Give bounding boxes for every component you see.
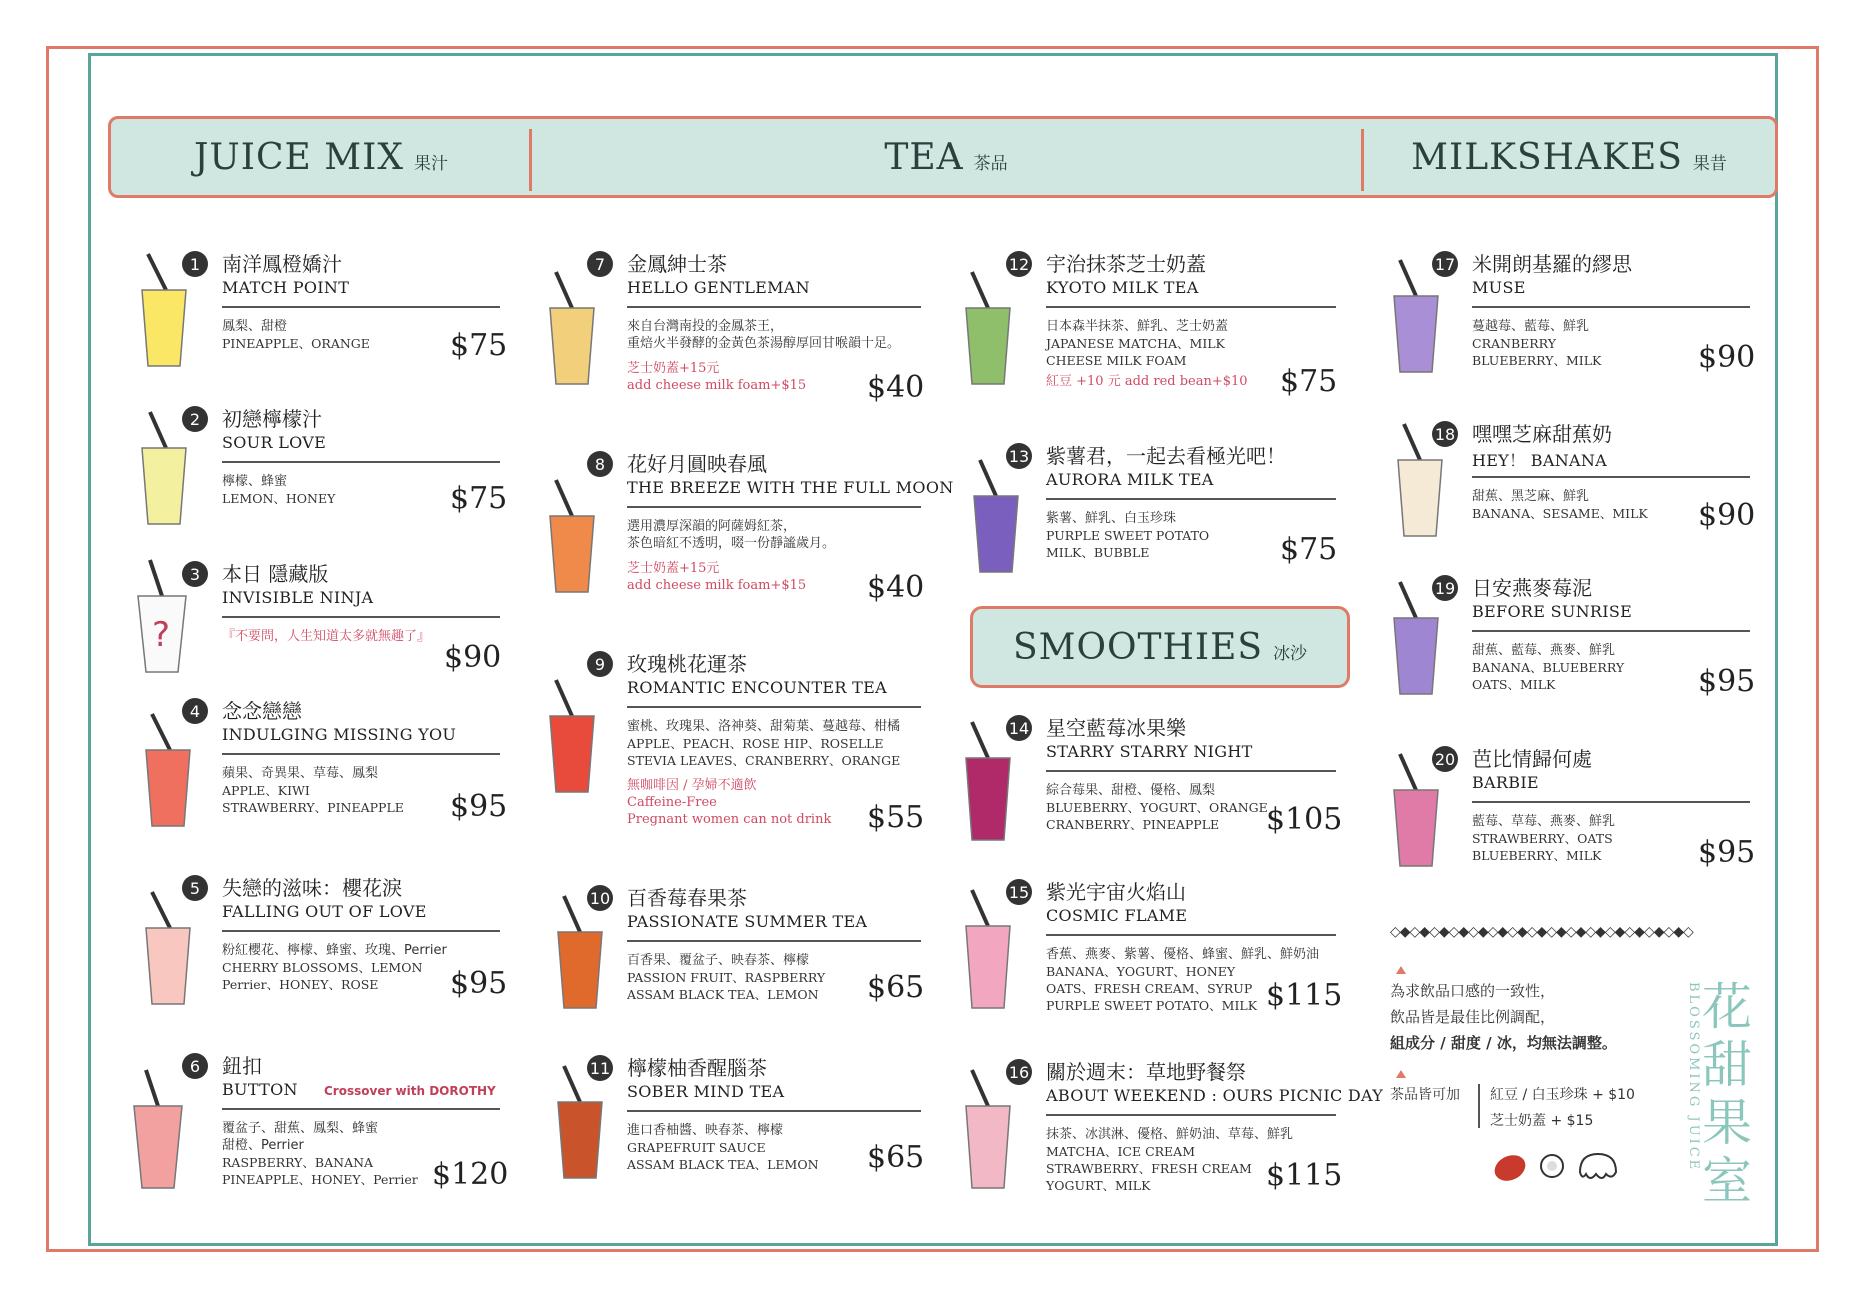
desc-line: BANANA、YOGURT、HONEY <box>1046 964 1236 979</box>
item-name-en: MATCH POINT <box>222 278 350 297</box>
item-name-zh: 宇治抹茶芝士奶蓋 <box>1046 252 1206 276</box>
desc-line: STRAWBERRY、PINEAPPLE <box>222 800 404 815</box>
item-name-zh: 紫光宇宙火焰山 <box>1046 880 1186 904</box>
item-name-zh: 星空藍莓冰果樂 <box>1046 716 1186 740</box>
header-milkshakes-en: MILKSHAKES <box>1411 136 1683 178</box>
item-divider <box>1046 306 1336 308</box>
category-header-bar <box>108 116 1778 198</box>
item-description <box>222 318 370 352</box>
item-description <box>222 765 404 816</box>
addon-note: Pregnant women can not drink <box>627 812 832 827</box>
item-name-en: THE BREEZE WITH THE FULL MOON <box>627 478 954 497</box>
item-number: 10 <box>587 885 613 911</box>
desc-line: 粉紅櫻花、檸檬、蜂蜜、玫瑰、Perrier <box>222 943 447 958</box>
item-description <box>1046 510 1209 561</box>
item-divider <box>1046 770 1336 772</box>
addon-line: 紅豆 / 白玉珍珠 + $10 <box>1490 1087 1635 1103</box>
desc-line: ASSAM BLACK TEA、LEMON <box>627 1157 819 1172</box>
item-name-zh: 玫瑰桃花運茶 <box>627 652 747 676</box>
desc-line: 綜合莓果、甜橙、優格、鳳梨 <box>1046 783 1216 798</box>
item-name-zh: 紫薯君，一起去看極光吧！ <box>1046 444 1286 468</box>
item-name-zh: 關於週末：草地野餐祭 <box>1046 1060 1246 1084</box>
item-price: $90 <box>1698 498 1756 533</box>
item-number: 17 <box>1432 251 1458 277</box>
item-name-en: PASSIONATE SUMMER TEA <box>627 912 868 931</box>
item-description <box>627 318 900 394</box>
addon-note: add cheese milk foam+$15 <box>627 378 807 393</box>
addon-note: Caffeine-Free <box>627 795 717 810</box>
item-divider <box>1046 1114 1336 1116</box>
item-description <box>1046 318 1248 390</box>
desc-line: 茶色暗紅不透明，啜一份靜謐歲月。 <box>627 536 836 551</box>
desc-line: CRANBERRY、PINEAPPLE <box>1046 817 1220 832</box>
item-description <box>1046 782 1268 833</box>
drink-illustration <box>960 718 1016 844</box>
desc-line: JAPANESE MATCHA、MILK <box>1046 336 1225 351</box>
drink-illustration <box>544 476 600 596</box>
item-name-en: BEFORE SUNRISE <box>1472 602 1633 621</box>
item-name-zh: 南洋鳳橙嬌汁 <box>222 252 342 276</box>
item-name-en: ROMANTIC ENCOUNTER TEA <box>627 678 887 697</box>
info-line: 為求飲品口感的一致性， <box>1390 982 1556 1000</box>
desc-line: CRANBERRY <box>1472 336 1556 351</box>
item-divider <box>1472 476 1750 478</box>
item-number: 1 <box>182 251 208 277</box>
desc-line: MILK、BUBBLE <box>1046 545 1150 560</box>
desc-line: 蔓越莓、藍莓、鮮乳 <box>1472 319 1590 334</box>
item-name-en: FALLING OUT OF LOVE <box>222 902 427 921</box>
brand-logo: 花甜果室 <box>1702 978 1752 1210</box>
desc-line: 選用濃厚深韻的阿薩姆紅茶， <box>627 519 797 534</box>
desc-line: PURPLE SWEET POTATO、MILK <box>1046 998 1258 1013</box>
item-name-en: SOBER MIND TEA <box>627 1082 785 1101</box>
drink-illustration <box>968 456 1024 576</box>
item-divider <box>222 1108 500 1110</box>
item-price: $75 <box>1280 532 1338 567</box>
item-description <box>222 942 447 993</box>
item-name-en: COSMIC FLAME <box>1046 906 1188 925</box>
item-name-zh: 金鳳紳士茶 <box>627 252 727 276</box>
item-divider <box>222 461 500 463</box>
item-number: 5 <box>182 875 208 901</box>
item-divider <box>1046 934 1336 936</box>
item-price: $40 <box>867 370 925 405</box>
item-divider <box>222 930 500 932</box>
item-price: $95 <box>450 966 508 1001</box>
item-description <box>222 473 335 507</box>
desc-line: PINEAPPLE、ORANGE <box>222 336 370 351</box>
desc-line: ASSAM BLACK TEA、LEMON <box>627 987 819 1002</box>
item-price: $75 <box>450 481 508 516</box>
addon-note: 紅豆 +10 元 add red bean+$10 <box>1046 374 1248 389</box>
item-name-zh: 初戀檸檬汁 <box>222 407 322 431</box>
drink-illustration <box>132 556 192 676</box>
header-juice <box>111 119 531 195</box>
item-name-zh: 嘿嘿芝麻甜蕉奶 <box>1472 422 1612 446</box>
item-number: 19 <box>1432 575 1458 601</box>
item-price: $90 <box>1698 340 1756 375</box>
desc-line: CHERRY BLOSSOMS、LEMON <box>222 960 423 975</box>
desc-line: BLUEBERRY、YOGURT、ORANGE <box>1046 800 1268 815</box>
brand-english: BLOSSOMING JUICE <box>1686 982 1701 1173</box>
item-price: $75 <box>450 328 508 363</box>
item-divider <box>1472 306 1750 308</box>
drink-illustration <box>140 710 196 830</box>
item-name-zh: 鈕扣 <box>222 1054 262 1078</box>
desc-line: BLUEBERRY、MILK <box>1472 848 1602 863</box>
item-number: 9 <box>587 651 613 677</box>
item-price: $40 <box>867 570 925 605</box>
item-divider <box>222 753 500 755</box>
item-name-zh: 念念戀戀 <box>222 699 302 723</box>
item-price: $105 <box>1266 802 1343 837</box>
drink-illustration <box>960 1066 1016 1192</box>
desc-line: 重焙火半發酵的金黃色茶湯醇厚回甘喉韻十足。 <box>627 336 901 351</box>
item-number: 4 <box>182 698 208 724</box>
addon-note: 芝士奶蓋+15元 <box>627 361 720 376</box>
item-name-en: HEY！ BANANA <box>1472 451 1608 470</box>
item-number: 6 <box>182 1053 208 1079</box>
item-description <box>1472 488 1648 522</box>
item-description <box>1472 642 1624 693</box>
item-divider <box>627 306 921 308</box>
item-divider <box>627 706 921 708</box>
item-price: $120 <box>432 1157 509 1192</box>
desc-line: 甜橙、Perrier <box>222 1138 304 1153</box>
addon-divider <box>1478 1084 1480 1128</box>
desc-line: 鳳梨、甜橙 <box>222 319 288 334</box>
item-name-en: HELLO GENTLEMAN <box>627 278 810 297</box>
desc-line: 來自台灣南投的金鳳茶王， <box>627 319 784 334</box>
item-number: 14 <box>1006 715 1032 741</box>
desc-line: GRAPEFRUIT SAUCE <box>627 1140 766 1155</box>
info-line: 組成分 / 甜度 / 冰，均無法調整。 <box>1390 1034 1617 1052</box>
item-number: 18 <box>1432 421 1458 447</box>
desc-line: 抹茶、冰淇淋、優格、鮮奶油、草莓、鮮乳 <box>1046 1127 1294 1142</box>
item-number: 16 <box>1006 1059 1032 1085</box>
item-divider <box>1046 498 1336 500</box>
desc-line: APPLE、KIWI <box>222 783 310 798</box>
header-tea-zh: 茶品 <box>973 153 1008 174</box>
header-milkshakes-zh: 果昔 <box>1692 153 1727 174</box>
desc-line: 百香果、覆盆子、映春茶、檸檬 <box>627 953 810 968</box>
addon-line: 芝士奶蓋 + $15 <box>1490 1113 1594 1129</box>
desc-line: STRAWBERRY、OATS <box>1472 831 1613 846</box>
addon-note: add cheese milk foam+$15 <box>627 578 807 593</box>
item-number: 12 <box>1006 251 1032 277</box>
item-name-en: BARBIE <box>1472 773 1539 792</box>
item-price: $115 <box>1266 978 1343 1013</box>
item-name-en: KYOTO MILK TEA <box>1046 278 1199 297</box>
item-price: $55 <box>867 800 925 835</box>
desc-line: 檸檬、蜂蜜 <box>222 474 288 489</box>
item-name-en: INVISIBLE NINJA <box>222 588 374 607</box>
smoothies-header-en: SMOOTHIES <box>1012 626 1264 668</box>
desc-line: 蘋果、奇異果、草莓、鳳梨 <box>222 766 379 781</box>
item-name-zh: 本日 隱藏版 <box>222 562 329 586</box>
desc-line: STRAWBERRY、FRESH CREAM <box>1046 1161 1252 1176</box>
item-divider <box>627 1110 921 1112</box>
header-tea-en: TEA <box>884 136 964 178</box>
drink-illustration <box>128 1066 188 1192</box>
desc-line: 藍莓、草莓、燕麥、鮮乳 <box>1472 814 1616 829</box>
item-description <box>627 718 900 828</box>
diamond-divider: ◇◆◇◆◇◆◇◆◇◆◇◆◇◆◇◆◇◆◇◆◇◆◇◆◇◆◇◆◇◆◇ <box>1390 924 1693 940</box>
item-price: $95 <box>1698 664 1756 699</box>
desc-line: MATCHA、ICE CREAM <box>1046 1144 1195 1159</box>
item-name-zh: 米開朗基羅的繆思 <box>1472 252 1632 276</box>
item-price: $95 <box>450 789 508 824</box>
item-name-en: STARRY STARRY NIGHT <box>1046 742 1253 761</box>
desc-line: 香蕉、燕麥、紫薯、優格、蜂蜜、鮮乳、鮮奶油 <box>1046 947 1320 962</box>
item-description <box>1472 318 1601 369</box>
item-description <box>627 952 825 1003</box>
crossover-label: Crossover with DOROTHY <box>324 1084 496 1098</box>
drink-illustration <box>960 268 1016 388</box>
drink-illustration <box>1388 578 1444 698</box>
item-description <box>222 628 430 645</box>
desc-line: RASPBERRY、BANANA <box>222 1155 374 1170</box>
drink-illustration <box>552 892 608 1012</box>
item-name-en: AURORA MILK TEA <box>1046 470 1214 489</box>
drink-illustration <box>1392 420 1448 540</box>
item-number: 20 <box>1432 746 1458 772</box>
item-divider <box>222 306 500 308</box>
item-name-en: INDULGING MISSING YOU <box>222 725 457 744</box>
desc-line: 覆盆子、甜蕉、鳳梨、蜂蜜 <box>222 1121 379 1136</box>
desc-line: 蜜桃、玫瑰果、洛神葵、甜菊葉、蔓越莓、柑橘 <box>627 719 901 734</box>
desc-line: 『不要問，人生知道太多就無趣了』 <box>222 629 431 644</box>
item-number: 7 <box>587 251 613 277</box>
drink-illustration <box>544 268 600 388</box>
desc-line: 紫薯、鮮乳、白玉珍珠 <box>1046 511 1177 526</box>
desc-line: STEVIA LEAVES、CRANBERRY、ORANGE <box>627 753 901 768</box>
item-name-en: MUSE <box>1472 278 1526 297</box>
desc-line: YOGURT、MILK <box>1046 1178 1151 1193</box>
item-description <box>627 518 835 594</box>
item-description <box>222 1120 418 1188</box>
drink-illustration <box>136 250 192 370</box>
desc-line: APPLE、PEACH、ROSE HIP、ROSELLE <box>627 736 884 751</box>
item-price: $90 <box>444 640 502 675</box>
desc-line: PINEAPPLE、HONEY、Perrier <box>222 1172 418 1187</box>
addon-note: 無咖啡因 / 孕婦不適飲 <box>627 778 757 793</box>
item-name-zh: 失戀的滋味：櫻花淚 <box>222 876 402 900</box>
desc-line: 甜蕉、黑芝麻、鮮乳 <box>1472 489 1590 504</box>
item-price: $65 <box>867 970 925 1005</box>
desc-line: BANANA、BLUEBERRY <box>1472 660 1625 675</box>
item-name-zh: 芭比情歸何處 <box>1472 747 1592 771</box>
drink-illustration <box>1388 256 1444 376</box>
desc-line: CHEESE MILK FOAM <box>1046 353 1187 368</box>
svg-text:?: ? <box>152 615 171 655</box>
desc-line: OATS、FRESH CREAM、SYRUP <box>1046 981 1253 996</box>
desc-line: BLUEBERRY、MILK <box>1472 353 1602 368</box>
desc-line: 甜蕉、藍莓、燕麥、鮮乳 <box>1472 643 1616 658</box>
item-number: 15 <box>1006 879 1032 905</box>
desc-line: LEMON、HONEY <box>222 491 336 506</box>
item-number: 2 <box>182 406 208 432</box>
header-juice-en: JUICE MIX <box>194 136 404 178</box>
item-description <box>1046 1126 1293 1194</box>
item-number: 3 <box>182 561 208 587</box>
smoothies-header <box>970 606 1350 688</box>
red-bean-icon <box>1490 1150 1529 1185</box>
item-description <box>1472 813 1615 864</box>
item-name-en: SOUR LOVE <box>222 433 327 452</box>
item-price: $95 <box>1698 835 1756 870</box>
triangle-bullet-icon <box>1396 966 1406 974</box>
item-name-en: ABOUT WEEKEND : OURS PICNIC DAY <box>1046 1086 1384 1105</box>
header-juice-zh: 果汁 <box>413 153 448 174</box>
info-line: 飲品皆是最佳比例調配， <box>1390 1008 1556 1026</box>
item-price: $115 <box>1266 1158 1343 1193</box>
desc-line: 進口香柚醬、映春茶、檸檬 <box>627 1123 784 1138</box>
item-number: 13 <box>1006 443 1032 469</box>
desc-line: OATS、MILK <box>1472 677 1556 692</box>
desc-line: BANANA、SESAME、MILK <box>1472 506 1648 521</box>
item-name-zh: 檸檬柚香醒腦茶 <box>627 1056 767 1080</box>
desc-line: Perrier、HONEY、ROSE <box>222 977 379 992</box>
desc-line: 日本森半抹茶、鮮乳、芝士奶蓋 <box>1046 319 1229 334</box>
desc-line: PURPLE SWEET POTATO <box>1046 528 1210 543</box>
drink-illustration <box>552 1062 608 1182</box>
item-name-zh: 百香莓春果茶 <box>627 886 747 910</box>
item-price: $65 <box>867 1140 925 1175</box>
item-description <box>627 1122 819 1173</box>
pearl-icon-inner <box>1547 1161 1557 1171</box>
drink-illustration <box>136 408 192 528</box>
desc-line: PASSION FRUIT、RASPBERRY <box>627 970 826 985</box>
header-milkshakes <box>1364 119 1774 195</box>
addon-label: 茶品皆可加 <box>1390 1087 1460 1103</box>
drink-illustration <box>544 676 600 796</box>
item-number: 8 <box>587 451 613 477</box>
item-divider <box>1472 630 1750 632</box>
item-divider <box>627 940 921 942</box>
toppings-illustration <box>1488 1142 1618 1192</box>
item-price: $75 <box>1280 364 1338 399</box>
header-tea <box>531 119 1361 195</box>
drink-illustration <box>1388 750 1444 870</box>
item-divider <box>222 616 500 618</box>
item-name-en: BUTTON <box>222 1080 298 1099</box>
addon-note: 芝士奶蓋+15元 <box>627 561 720 576</box>
drink-illustration <box>960 886 1016 1012</box>
triangle-bullet-icon <box>1396 1070 1406 1078</box>
item-name-zh: 花好月圓映春風 <box>627 452 767 476</box>
smoothies-header-zh: 冰沙 <box>1273 643 1308 664</box>
item-divider <box>627 506 921 508</box>
drink-illustration <box>140 888 196 1008</box>
item-divider <box>1472 801 1750 803</box>
item-number: 11 <box>587 1055 613 1081</box>
cheese-foam-icon <box>1580 1154 1616 1178</box>
item-name-zh: 日安燕麥莓泥 <box>1472 576 1592 600</box>
